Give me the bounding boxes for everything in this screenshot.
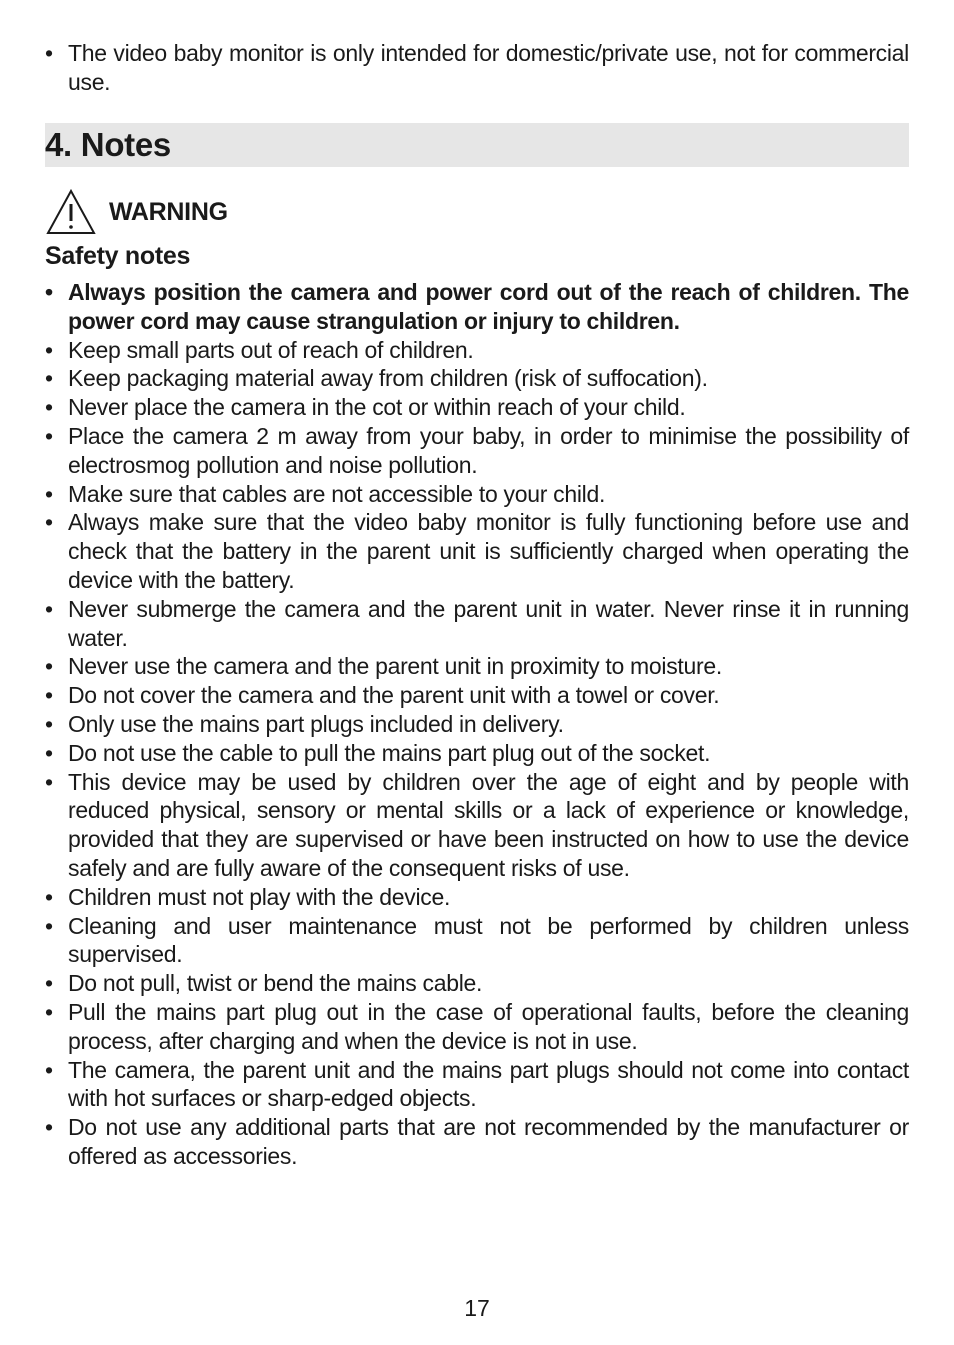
list-item: • Always position the camera and power cord out of the reach of children. The power cord may cause strangulation or injury to children.	[45, 278, 909, 336]
list-item: • Do not pull, twist or bend the mains cable.	[45, 969, 909, 998]
list-item: • Do not use the cable to pull the mains part plug out of the socket.	[45, 739, 909, 768]
list-item: • Keep small parts out of reach of children.	[45, 336, 909, 365]
list-item: • This device may be used by children over the age of eight and by people with reduced physical, sensory or mental skills or a lack of experience or knowledge, provided that they are supervised or have been instructed on how to use the device safely and are fully aware of the consequent risks of use.	[45, 768, 909, 883]
list-item: • Make sure that cables are not accessible to your child.	[45, 480, 909, 509]
intro-list	[45, 39, 909, 97]
warning-row	[45, 186, 228, 238]
list-item: • Pull the mains part plug out in the case of operational faults, before the cleaning process, after charging and when the device is not in use.	[45, 998, 909, 1056]
list-item: • Only use the mains part plugs included in delivery.	[45, 710, 909, 739]
safety-notes-title: Safety notes	[45, 242, 191, 270]
list-item: • Cleaning and user maintenance must not be performed by children unless supervised.	[45, 912, 909, 970]
intro-item: • The video baby monitor is only intended for domestic/private use, not for commercial use.	[45, 39, 909, 97]
warning-triangle-icon	[45, 188, 97, 236]
list-item: • Never submerge the camera and the parent unit in water. Never rinse it in running water.	[45, 595, 909, 653]
section-heading-bar	[45, 123, 909, 167]
warning-label: WARNING	[109, 197, 228, 226]
section-heading: 4. Notes	[45, 126, 171, 163]
page-number: 17	[464, 1295, 490, 1321]
list-item: • Always make sure that the video baby monitor is fully functioning before use and check that the battery in the parent unit is sufficiently charged when operating the device with the battery.	[45, 508, 909, 594]
list-item: • Do not use any additional parts that are not recommended by the manufacturer or offered as accessories.	[45, 1113, 909, 1171]
list-item: • Children must not play with the device.	[45, 883, 909, 912]
list-item: • Place the camera 2 m away from your baby, in order to minimise the possibility of electrosmog pollution and noise pollution.	[45, 422, 909, 480]
list-item: • The camera, the parent unit and the mains part plugs should not come into contact with hot surfaces or sharp-edged objects.	[45, 1056, 909, 1114]
list-item: • Never place the camera in the cot or within reach of your child.	[45, 393, 909, 422]
list-item: • Do not cover the camera and the parent unit with a towel or cover.	[45, 681, 909, 710]
list-item: • Never use the camera and the parent unit in proximity to moisture.	[45, 652, 909, 681]
safety-notes-list	[45, 278, 909, 1171]
list-item: • Keep packaging material away from children (risk of suffocation).	[45, 364, 909, 393]
